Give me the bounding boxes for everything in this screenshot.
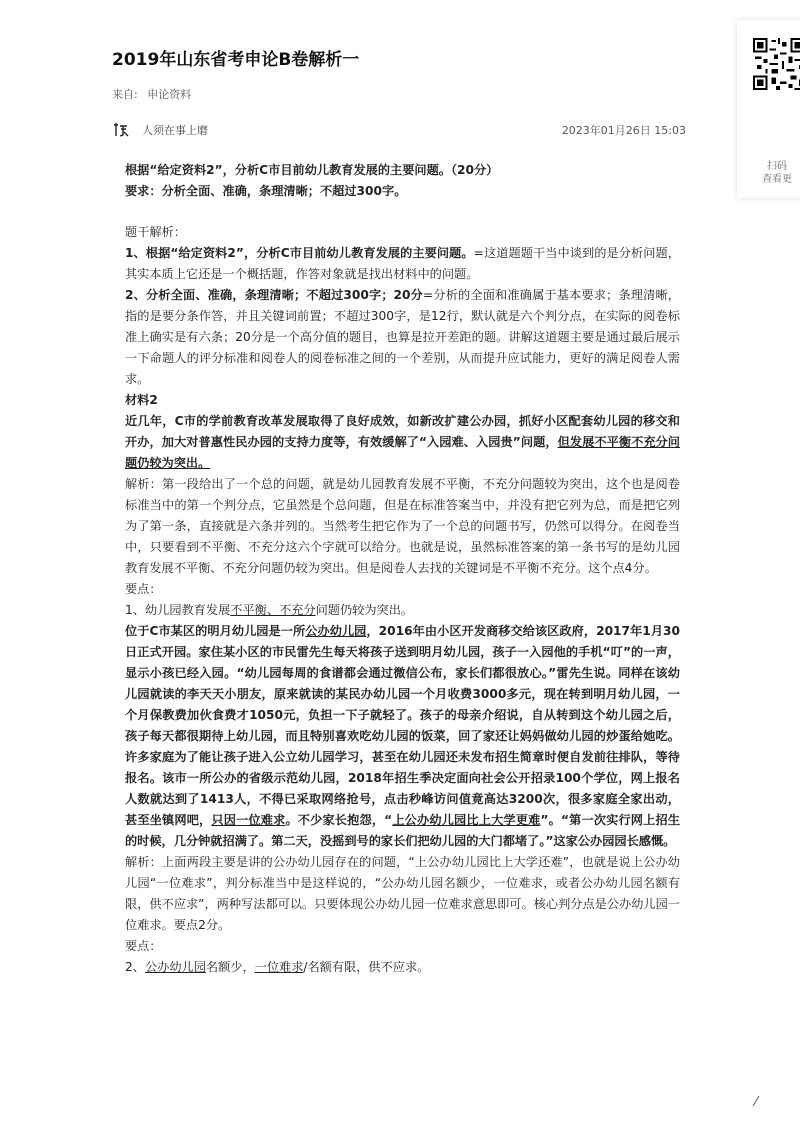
text-segment: 2、分析全面、准确，条理清晰；不超过300字；20分 <box>125 288 423 302</box>
text-segment: 问题仍较为突出。 <box>315 603 414 617</box>
article-body <box>112 160 692 978</box>
text-segment: 名额少， <box>205 960 255 974</box>
source-name-link[interactable]: 申论资料 <box>147 88 192 101</box>
text-segment: ”。“第一次实行网上招生的时候，几分钟就招满了。第二天，没摇到号的家长们把幼儿园的大门都堵了。”这家公办园园长感慨。 <box>125 813 681 848</box>
text-segment: 但发展不平衡不充分问题仍较为突出。 <box>125 435 680 470</box>
paragraph-gap <box>125 202 680 222</box>
paragraph <box>125 474 680 579</box>
text-segment: ，2016年由小区开发商移交给该区政府，2017年1月30日正式开园。家住某小区的市民雷先生每天将孩子送到明月幼儿园，孩子一入园他的手机“叮”的一声，显示小孩已经入园。“幼儿园每周的食谱都会通过微信公布，家长们都很放心。”雷先生说。同样在该幼儿园就读的李天天小朋友，原来就读的某民办幼儿园一个月收费3000多元，现在转到明月幼儿园，一个月保教费加伙食费才1050元，负担一下子就轻了。孩子的母亲介绍说，自从转到这个幼儿园之后，孩子每天都很期待上幼儿园，而且特别喜欢吃幼儿园的饭菜，回了家还让妈妈做幼儿园的炒蛋给她吃。许多家庭为了能让孩子进入公立幼儿园学习，甚至在幼儿园还未发布招生简章时便自发前往排队，等待报名。该市一所公办的省级示范幼儿园，2018年招生季决定面向社会公开招录100个学位，网上报名人数就达到了1413人，不得已采取网络抢号，点击秒峰访问值竟高达3200次，很多家庭全家出动，甚至坐镇网吧， <box>125 624 681 827</box>
text-segment: 不平衡、不充分 <box>230 603 316 617</box>
text-segment: 材料2 <box>125 393 158 407</box>
paragraph <box>125 936 680 957</box>
text-segment: 要求：分析全面、准确，条理清晰；不超过300字。 <box>125 184 407 198</box>
article-source <box>112 86 692 102</box>
qr-caption-line1: 扫码 <box>767 161 787 172</box>
text-segment: 一位难求 <box>254 960 304 974</box>
text-segment: 公办幼儿园 <box>144 960 206 974</box>
text-segment: 公办幼儿园 <box>305 624 367 638</box>
slash-mark-icon <box>752 1095 760 1107</box>
publish-date: 2023年01月26日 15:03 <box>561 124 686 137</box>
text-segment: 根据“给定资料2”，分析C市目前幼儿教育发展的主要问题。（20分） <box>125 163 499 177</box>
text-segment: 。不少家长抱怨，“ <box>285 813 393 827</box>
author-logo-icon <box>112 122 132 138</box>
paragraph <box>125 160 680 181</box>
text-segment: 2、 <box>125 960 145 974</box>
paragraph <box>125 390 680 411</box>
text-segment: /名额有限，供不应求。 <box>303 960 430 974</box>
paragraph <box>125 600 680 621</box>
paragraph <box>125 285 680 390</box>
paragraph <box>125 957 680 978</box>
text-segment: 解析：第一段给出了一个总的问题，就是幼儿园教育发展不平衡，不充分问题较为突出，这个也是阅卷标准当中的第一个判分点，它虽然是个总问题，但是在标准答案当中，并没有把它列为总，而是把它列为了第一条，直接就是六条并列的。当然考生把它作为了一个总的问题书写，仍然可以得分。在阅卷当中，只要看到不平衡、不充分这六个字就可以给分。也就是说，虽然标准答案的第一条书写的是幼儿园教育发展不平衡、不充分问题仍较为突出。但是阅卷人去找的关键词是不平衡不充分。这个点4分。 <box>125 477 680 575</box>
paragraph <box>125 181 680 202</box>
qr-panel[interactable] <box>737 20 800 198</box>
qr-code-icon <box>753 38 800 90</box>
paragraph <box>125 579 680 600</box>
text-segment: 位于C市某区的明月幼儿园是一所 <box>125 624 306 638</box>
author-bar <box>112 122 692 138</box>
text-segment: 要点： <box>125 582 162 596</box>
article-title: 2019年山东省考申论B卷解析一 <box>112 50 360 70</box>
text-segment: 上公办幼儿园比上大学更难 <box>392 813 541 827</box>
article <box>112 48 692 978</box>
paragraph <box>125 411 680 474</box>
paragraph <box>125 222 680 243</box>
source-label: 来自: <box>112 88 138 101</box>
paragraph <box>125 621 680 852</box>
text-segment: 题干解析： <box>125 225 186 239</box>
text-segment: =分析的全面和准确属于基本要求；条理清晰，指的是要分条作答，并且关键词前置；不超过300字，是12行，默认就是六个判分点，在实际的阅卷标准上确实是有六条；20分是一个高分值的题目，也算是拉开差距的题。讲解这道题主要是通过最后展示一下命题人的评分标准和阅卷人的阅卷标准之间的一个差别，从而提升应试能力，更好的满足阅卷人需求。 <box>125 288 680 386</box>
qr-caption <box>737 160 800 186</box>
text-segment: 1、根据“给定资料2”，分析C市目前幼儿教育发展的主要问题。 <box>125 246 474 260</box>
paragraph <box>125 852 680 936</box>
qr-caption-line2: 查看更 <box>762 174 792 185</box>
text-segment: 只因一位难求 <box>211 813 286 827</box>
text-segment: 1、幼儿园教育发展 <box>125 603 231 617</box>
text-segment: 近几年，C市的学前教育改革发展取得了良好成效，如新改扩建公办园，抓好小区配套幼儿园的移交和开办，加大对普惠性民办园的支持力度等，有效缓解了“入园难、入园贵”问题， <box>125 414 680 449</box>
text-segment: 解析：上面两段主要是讲的公办幼儿园存在的问题，“上公办幼儿园比上大学还难”，也就是说上公办幼儿园“一位难求”，判分标准当中是这样说的，“公办幼儿园名额少，一位难求，或者公办幼儿园名额有限，供不应求”，两种写法都可以。只要体现公办幼儿园一位难求意思即可。核心判分点是公办幼儿园一位难求。要点2分。 <box>125 855 680 932</box>
text-segment: 要点： <box>125 939 162 953</box>
author-name[interactable]: 人须在事上磨 <box>142 124 208 137</box>
paragraph <box>125 243 680 285</box>
text-segment: =这道题题干当中谈到的是分析问题，其实本质上它还是一个概括题，作答对象就是找出材料中的问题。 <box>125 246 680 281</box>
